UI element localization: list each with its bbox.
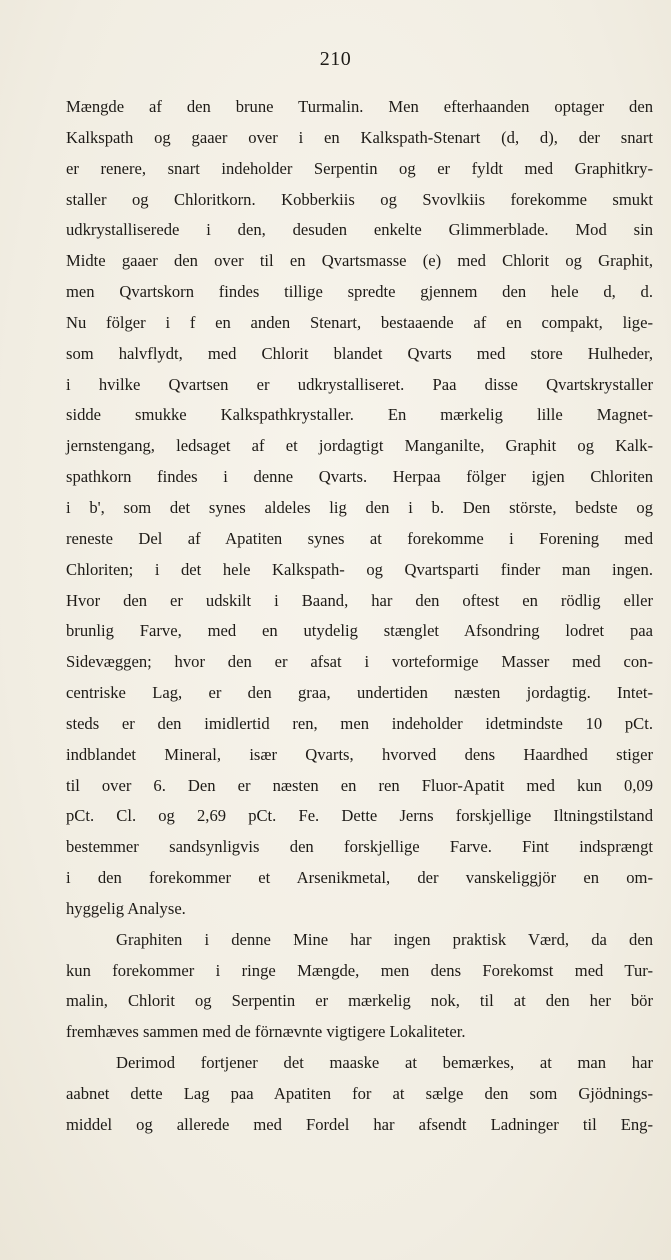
text-line: Nu fölger i f en anden Stenart, bestaaende af en compakt, lige- [66,312,653,332]
body-text [66,92,653,1141]
text-line: men Qvartskorn findes tillige spredte gjennem den hele d, d. [66,282,653,302]
text-line: kun forekommer i ringe Mængde, men dens Forekomst med Tur- [66,960,653,980]
text-line: indblandet Mineral, især Qvarts, hvorved dens Haardhed stiger [66,744,653,764]
text-line: malin, Chlorit og Serpentin er mærkelig nok, til at den her bör [66,991,653,1011]
text-line: jernstengang, ledsaget af et jordagtigt Manganilte, Graphit og Kalk- [66,436,653,456]
text-line: udkrystalliserede i den, desuden enkelte Glimmerblade. Mod sin [66,220,653,240]
text-line: middel og allerede med Fordel har afsendt Ladninger til Eng- [66,1114,653,1134]
text-line: pCt. Cl. og 2,69 pCt. Fe. Dette Jerns forskjellige Iltningstilstand [66,806,653,826]
text-line: er renere, snart indeholder Serpentin og er fyldt med Graphitkry- [66,158,653,178]
text-line: brunlig Farve, med en utydelig stænglet Afsondring lodret paa [66,621,653,641]
text-line: bestemmer sandsynligvis den forskjellige Farve. Fint indsprængt [66,837,653,857]
text-line: Kalkspath og gaaer over i en Kalkspath-Stenart (d, d), der snart [66,127,653,147]
text-line: spathkorn findes i denne Qvarts. Herpaa fölger igjen Chloriten [66,467,653,487]
text-line: til over 6. Den er næsten en ren Fluor-Apatit med kun 0,09 [66,775,653,795]
text-line: Derimod fortjener det maaske at bemærkes, at man har [116,1053,653,1073]
page-number: 210 [319,48,352,70]
text-line: Chloriten; i det hele Kalkspath- og Qvartsparti finder man ingen. [66,559,653,579]
text-line: hyggelig Analyse. [66,898,186,918]
text-line: Midte gaaer den over til en Qvartsmasse (e) med Chlorit og Graphit, [66,251,653,271]
text-line: Mængde af den brune Turmalin. Men efterhaanden optager den [66,97,653,116]
text-line: i hvilke Qvartsen er udkrystalliseret. Paa disse Qvartskrystaller [66,374,653,394]
text-line: fremhæves sammen med de förnævnte vigtigere Lokaliteter. [66,1022,466,1042]
text-line: Graphiten i denne Mine har ingen praktisk Værd, da den [116,929,653,949]
text-line: i b', som det synes aldeles lig den i b. Den störste, bedste og [66,497,653,517]
text-line: Hvor den er udskilt i Baand, har den oftest en rödlig eller [66,590,653,610]
text-line: steds er den imidlertid ren, men indeholder idetmindste 10 pCt. [66,713,653,733]
text-line: sidde smukke Kalkspathkrystaller. En mærkelig lille Magnet- [66,405,653,425]
text-line: i den forekommer et Arsenikmetal, der vanskeliggjör en om- [66,868,653,888]
text-line: centriske Lag, er den graa, undertiden næsten jordagtig. Intet- [66,683,653,703]
text-line: Sidevæggen; hvor den er afsat i vorteformige Masser med con- [66,652,653,672]
text-line: som halvflydt, med Chlorit blandet Qvarts med store Hulheder, [66,343,653,363]
text-line: aabnet dette Lag paa Apatiten for at sælge den som Gjödnings- [66,1084,653,1103]
text-line: reneste Del af Apatiten synes at forekomme i Forening med [66,528,653,548]
text-line: staller og Chloritkorn. Kobberkiis og Svovlkiis forekomme smukt [66,189,653,209]
